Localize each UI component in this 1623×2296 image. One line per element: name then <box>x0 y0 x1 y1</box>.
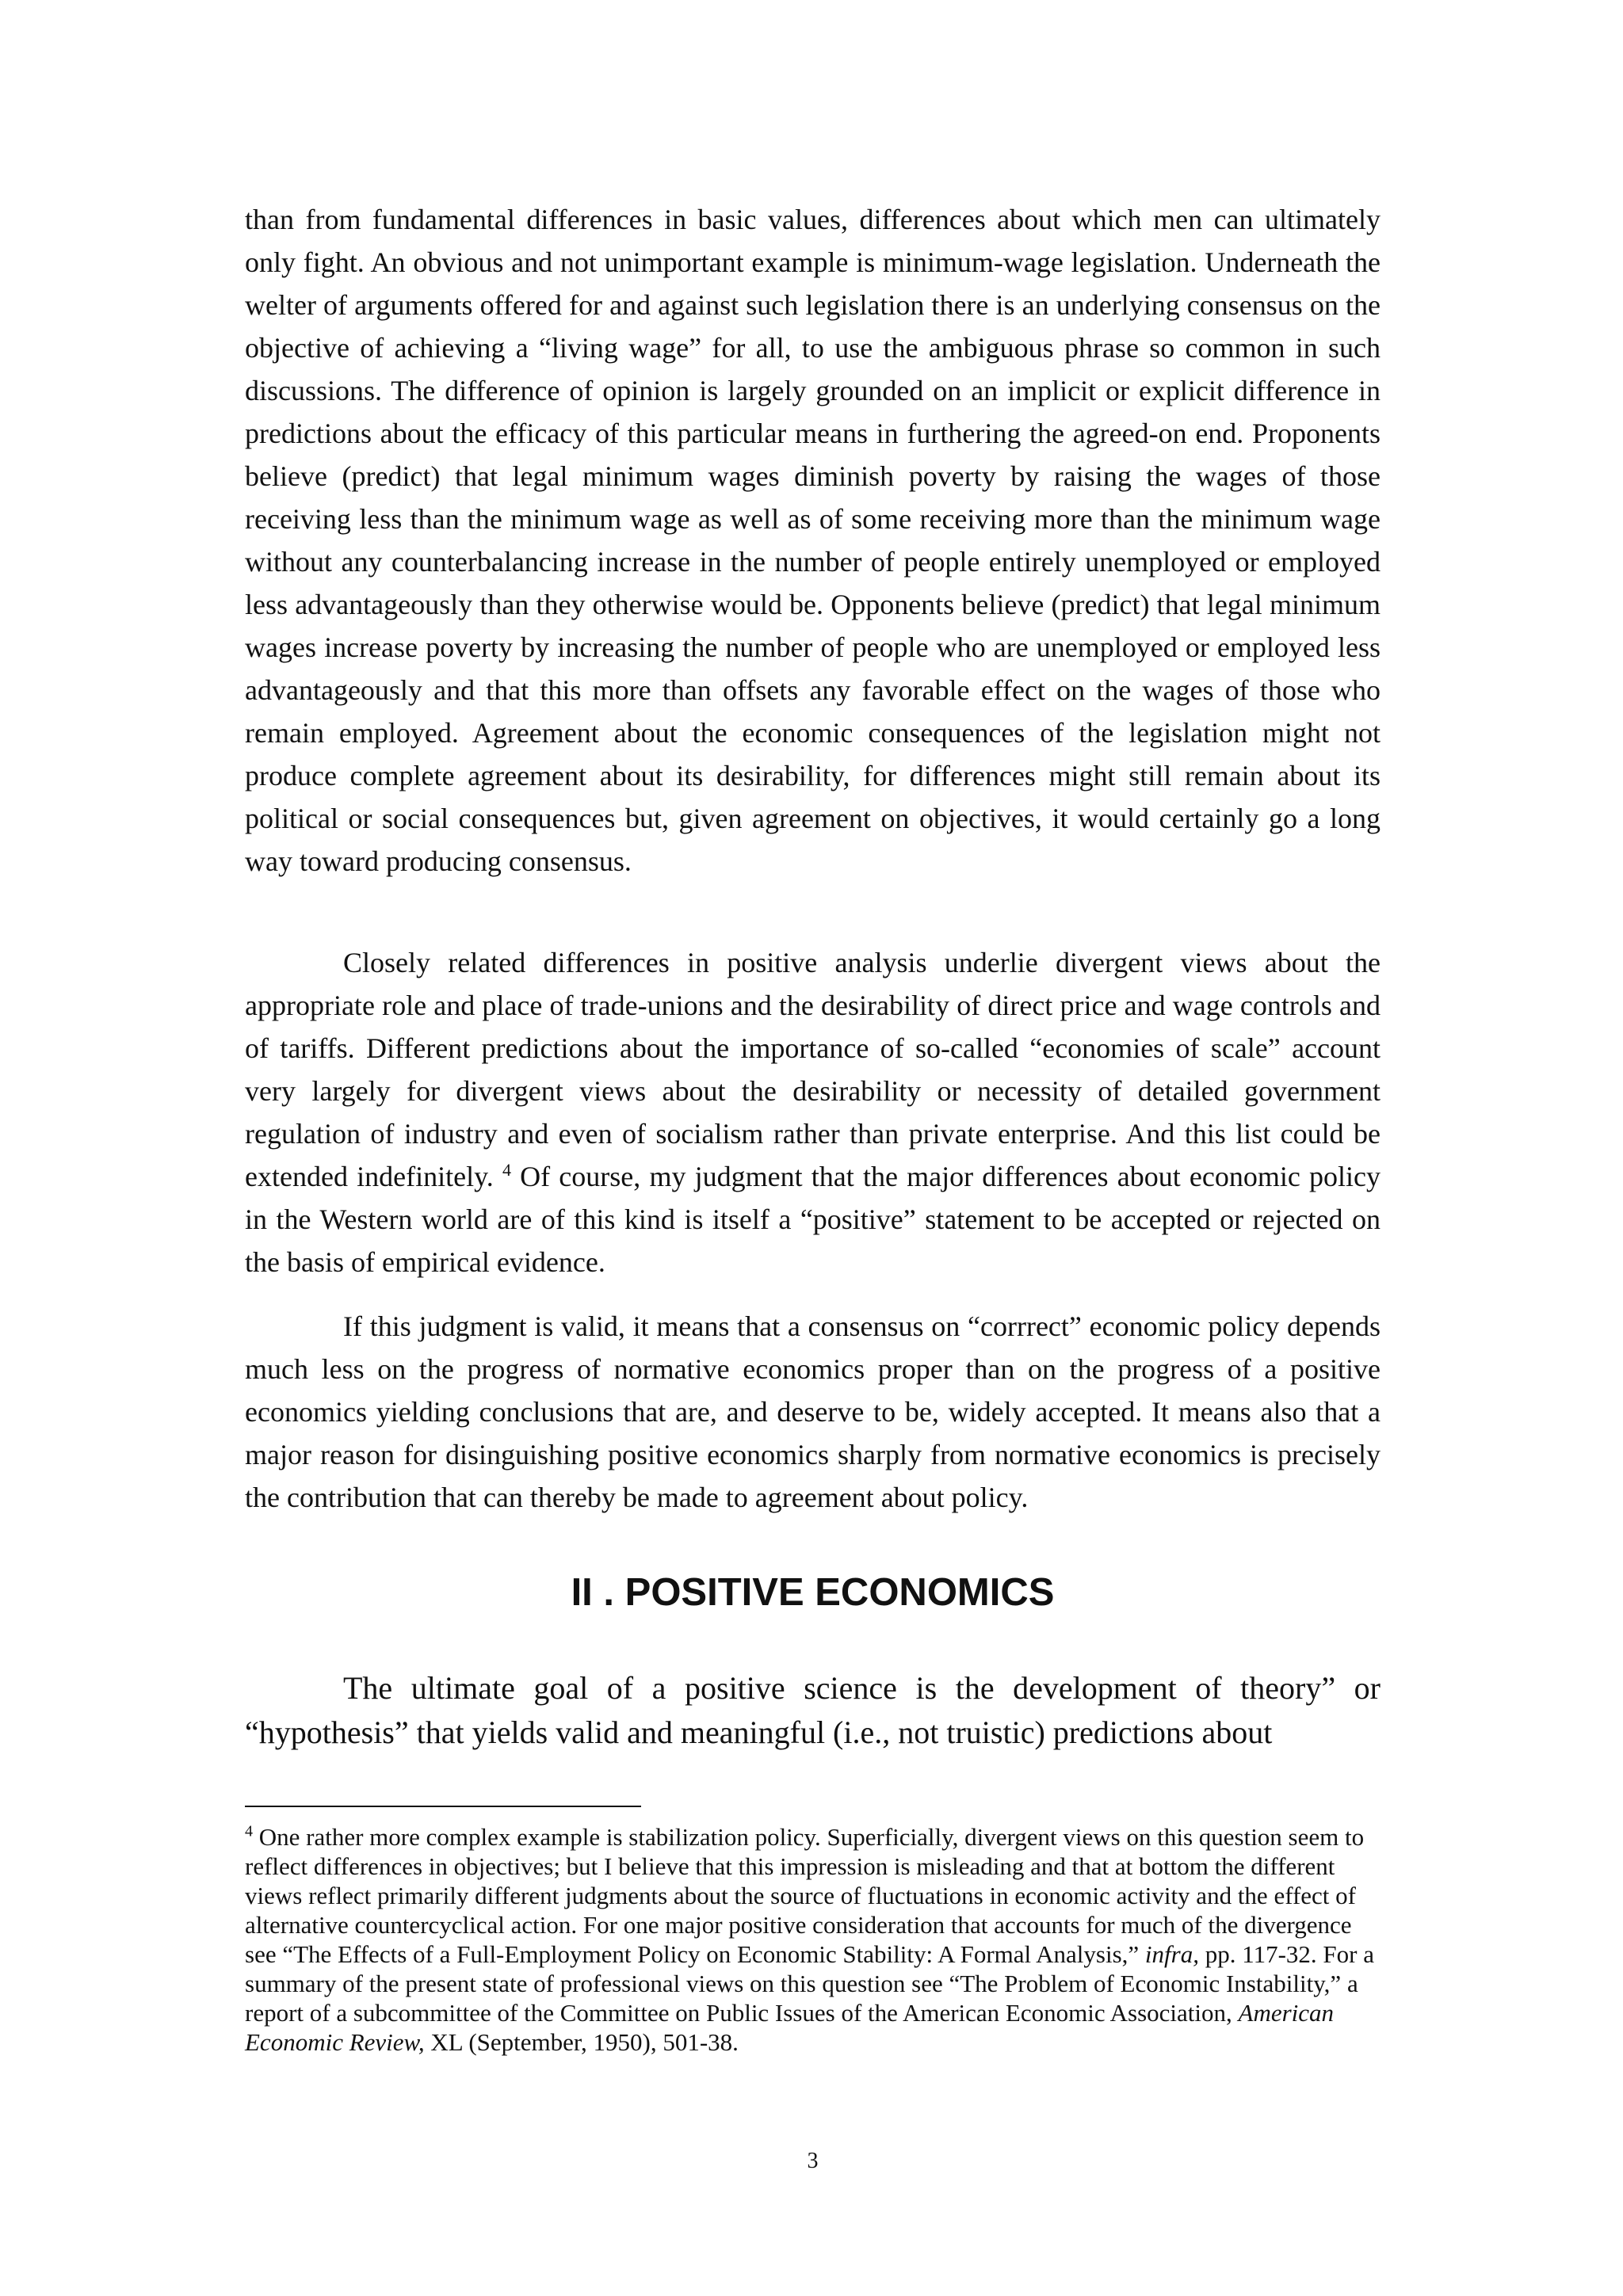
page-number: 3 <box>807 2149 819 2173</box>
footnote <box>245 1822 1381 2057</box>
paragraph-positive-analysis <box>245 941 1381 1283</box>
document-page <box>245 0 1381 2296</box>
footnote-reference[interactable]: 4 <box>502 1160 511 1180</box>
paragraph-minimum-wage: than from fundamental differences in basic values, differences about which men can ultimately only fight. An obvious and not unimportant example is minimum-wage legislation. Underneath the welter of arguments offered for and against such legislation there is an underlying consensus on the objective of achieving a “living wage” for all, to use the ambiguous phrase so common in such discussions. The difference of opinion is largely grounded on an implicit or explicit difference in predictions about the efficacy of this particular means in furthering the agreed-on end. Proponents believe (predict) that legal minimum wages diminish poverty by raising the wages of those receiving less than the minimum wage as well as of some receiving more than the minimum wage without any counterbalancing increase in the number of people entirely unemployed or employed less advantageously than they otherwise would be. Opponents believe (predict) that legal minimum wages increase poverty by increasing the number of people who are unemployed or employed less advantageously and that this more than offsets any favorable effect on the wages of those who remain employed. Agreement about the economic consequences of the legislation might not produce complete agreement about its desirability, for differences might still remain about its political or social consequences but, given agreement on objectives, it would certainly go a long way toward producing consensus. <box>245 204 1381 877</box>
paragraph-text: Of course, my judgment that the major differences about economic policy in the Western world are of this kind is itself a “positive” statement to be accepted or rejected on the basis of empirical evidence. <box>245 1161 1381 1278</box>
footnote-italic-journal: American Economic Review, <box>245 1999 1335 2056</box>
paragraph-text: Closely related differences in positive analysis underlie divergent views about the appropriate role and place of trade-unions and the desirability of direct price and wage controls and of tariffs. Different predictions about the importance of so-called “economies of scale” account very largely for divergent views about the desirability or necessity of detailed government regulation of industry and even of socialism rather than private enterprise. And this list could be extended indefinitely. <box>245 947 1381 1192</box>
footnote-text: XL (September, 1950), 501-38. <box>424 2028 739 2056</box>
footnote-divider <box>245 1806 641 1807</box>
section-heading: II . POSITIVE ECONOMICS <box>571 1571 1055 1614</box>
paragraph-ultimate-goal: The ultimate goal of a positive science is the development of theory” or “hypothesis” that yields valid and meaningful (i.e., not truistic) predictions about <box>245 1670 1381 1750</box>
footnote-italic-infra: infra, <box>1144 1940 1199 1968</box>
footnote-text: One rather more complex example is stabilization policy. Superficially, divergent views on this question seem to reflect differences in objectives; but I believe that this impression is misleading and that at bottom the different views reflect primarily different judgments about the source of fluctuations in economic activity and the effect of alternative countercyclical action. For one major positive consideration that accounts for much of the divergence see “The Effects of a Full-Employment Policy on Economic Stability: A Formal Analysis,” <box>245 1823 1365 1968</box>
footnote-text: pp. 117-32. For a summary of the present state of professional views on this question see “The Problem of Economic Instability,” a report of a subcommittee of the Committee on Public Issues of the American Economic Association, <box>245 1940 1374 2027</box>
paragraph-consensus: If this judgment is valid, it means that a consensus on “corrrect” economic policy depends much less on the progress of normative economics proper than on the progress of a positive economics yielding conclusions that are, and deserve to be, widely accepted. It means also that a major reason for disinguishing positive economics sharply from normative economics is precisely the contribution that can thereby be made to agreement about policy. <box>245 1310 1381 1513</box>
footnote-marker: 4 <box>245 1822 253 1840</box>
